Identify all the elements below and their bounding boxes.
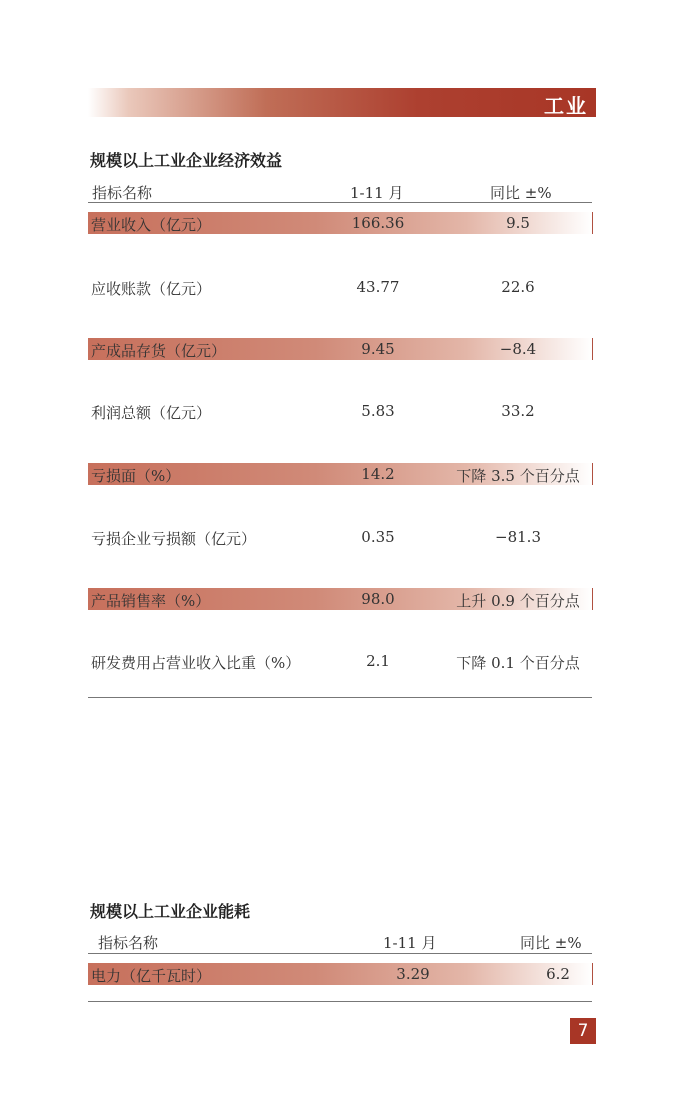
row-name: 亏损企业亏损额（亿元） xyxy=(91,530,257,548)
row-value: 5.83 xyxy=(361,402,395,420)
table1-col-yoy: 同比 ±% xyxy=(490,184,552,202)
row-yoy: −81.3 xyxy=(495,528,541,546)
section-header-band xyxy=(88,88,596,117)
table-row xyxy=(88,650,592,672)
table-row xyxy=(88,212,593,234)
table1-col-period: 1-11 月 xyxy=(350,184,404,202)
table-row xyxy=(88,463,593,485)
table-row xyxy=(88,963,593,985)
row-yoy: 33.2 xyxy=(501,402,535,420)
row-value: 2.1 xyxy=(366,652,390,670)
row-yoy: 22.6 xyxy=(501,278,535,296)
row-name: 研发费用占营业收入比重（%） xyxy=(91,654,301,672)
row-yoy: −8.4 xyxy=(499,340,537,358)
row-value: 166.36 xyxy=(351,214,405,232)
row-yoy: 6.2 xyxy=(546,965,570,983)
row-yoy: 下降 0.1 个百分点 xyxy=(456,654,580,672)
row-value: 43.77 xyxy=(356,278,400,296)
row-value: 14.2 xyxy=(361,465,395,483)
row-name: 营业收入（亿元） xyxy=(91,216,212,234)
table2-col-period: 1-11 月 xyxy=(383,934,437,952)
section-title-industry: 工业 xyxy=(544,94,588,118)
table2-bottom-rule xyxy=(88,1001,592,1002)
table1-header-rule xyxy=(88,202,592,203)
table1-bottom-rule xyxy=(88,697,592,698)
row-yoy: 9.5 xyxy=(506,214,530,232)
row-value: 3.29 xyxy=(396,965,430,983)
table1-title: 规模以上工业企业经济效益 xyxy=(90,151,283,170)
row-yoy: 上升 0.9 个百分点 xyxy=(456,592,580,610)
row-name: 应收账款（亿元） xyxy=(91,280,212,298)
table-row xyxy=(88,526,592,548)
page-number: 7 xyxy=(570,1018,596,1044)
table1-col-name: 指标名称 xyxy=(92,184,153,202)
row-value: 9.45 xyxy=(361,340,395,358)
table2-title: 规模以上工业企业能耗 xyxy=(90,902,251,921)
row-name: 利润总额（亿元） xyxy=(91,404,212,422)
table-row xyxy=(88,588,593,610)
table2-header-rule xyxy=(88,953,592,954)
row-name: 产品销售率（%） xyxy=(91,592,211,610)
row-name: 产成品存货（亿元） xyxy=(91,342,227,360)
table2-col-yoy: 同比 ±% xyxy=(520,934,582,952)
table-row xyxy=(88,338,593,360)
table2-col-name: 指标名称 xyxy=(98,934,159,952)
row-yoy: 下降 3.5 个百分点 xyxy=(456,467,580,485)
row-value: 98.0 xyxy=(361,590,395,608)
row-name: 亏损面（%） xyxy=(91,467,181,485)
table-row xyxy=(88,400,592,422)
row-name: 电力（亿千瓦时） xyxy=(91,967,212,985)
table-row xyxy=(88,276,592,298)
row-value: 0.35 xyxy=(361,528,395,546)
